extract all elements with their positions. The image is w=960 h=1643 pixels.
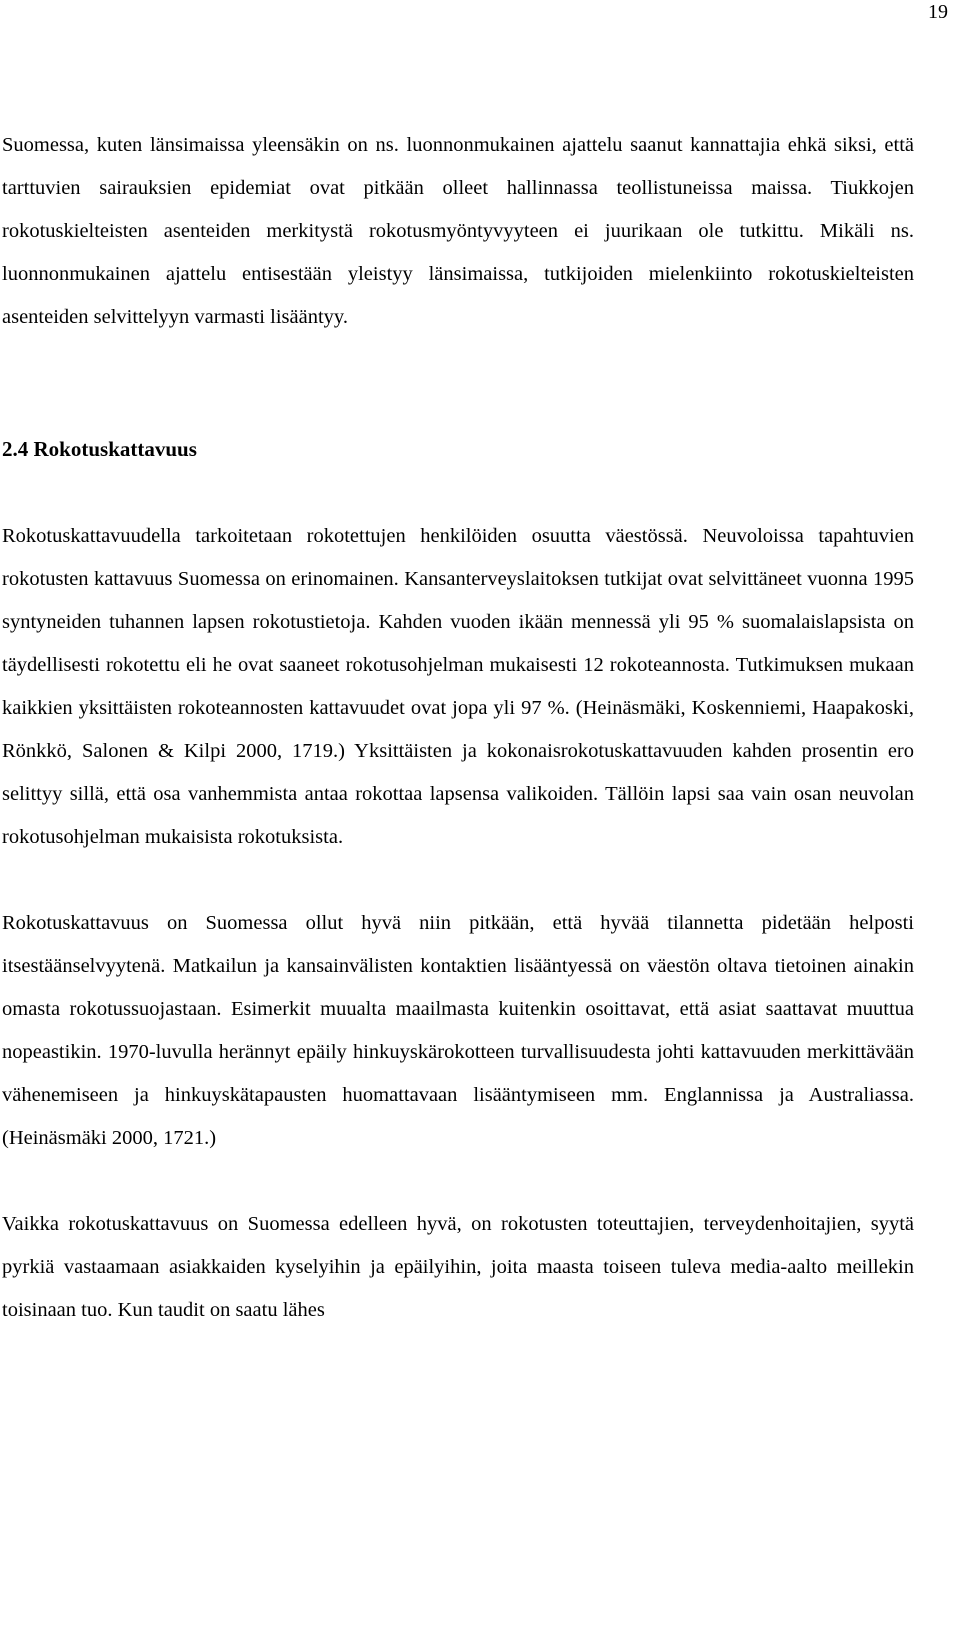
section-paragraph-1: Rokotuskattavuudella tarkoitetaan rokotettujen henkilöiden osuutta väestössä. Neuvoloissa tapahtuvien rokotusten kattavuus Suomessa on erinomainen. Kansanterveyslaitoksen tutkijat ovat selvittäneet vuonna 1995 syntyneiden tuhannen lapsen rokotustietoja. Kahden vuoden ikään mennessä yli 95 % suomalaislapsista on täydellisesti rokotettu eli he ovat saaneet rokotusohjelman mukaisesti 12 rokoteannosta. Tutkimuksen mukaan kaikkien yksittäisten rokoteannosten kattavuudet ovat jopa yli 97 %. (Heinäsmäki, Koskenniemi, Haapakoski, Rönkkö, Salonen & Kilpi 2000, 1719.) Yksittäisten ja kokonaisrokotuskattavuuden kahden prosentin ero selittyy sillä, että osa vanhemmista antaa rokottaa lapsensa valikoiden. Tällöin lapsi saa vain osan neuvolan rokotusohjelman mukaisista rokotuksista. (2, 525, 914, 848)
intro-paragraph: Suomessa, kuten länsimaissa yleensäkin on ns. luonnonmukainen ajattelu saanut kannattajia ehkä siksi, että tarttuvien sairauksien epidemiat ovat pitkään olleet hallinnassa teollistuneissa maissa. Tiukkojen rokotuskielteisten asenteiden merkitystä rokotusmyöntyvyyteen ei juurikaan ole tutkittu. Mikäli ns. luonnonmukainen ajattelu entisestään yleistyy länsimaissa, tutkijoiden mielenkiinto rokotuskielteisten asenteiden selvittelyyn varmasti lisääntyy. (2, 134, 914, 328)
section-paragraph-2: Rokotuskattavuus on Suomessa ollut hyvä niin pitkään, että hyvää tilannetta pidetään helposti itsestäänselvyytenä. Matkailun ja kansainvälisten kontaktien lisääntyessä on väestön oltava tietoinen ainakin omasta rokotussuojastaan. Esimerkit muualta maailmasta kuitenkin osoittavat, että asiat saattavat muuttua nopeastikin. 1970-luvulla herännyt epäily hinkuyskärokotteen turvallisuudesta johti kattavuuden merkittävään vähenemiseen ja hinkuyskätapausten huomattavaan lisääntymiseen mm. Englannissa ja Australiassa. (Heinäsmäki 2000, 1721.) (2, 912, 914, 1149)
spacer (2, 1160, 914, 1203)
page-number: 19 (928, 1, 948, 23)
page-content (2, 124, 914, 1332)
spacer (2, 859, 914, 902)
spacer (2, 339, 914, 428)
spacer (2, 471, 914, 515)
section-heading: 2.4 Rokotuskattavuus (2, 437, 197, 461)
section-paragraph-3: Vaikka rokotuskattavuus on Suomessa edelleen hyvä, on rokotusten toteuttajien, terveydenhoitajien, syytä pyrkiä vastaamaan asiakkaiden kyselyihin ja epäilyihin, joita maasta toiseen tuleva media-aalto meillekin toisinaan tuo. Kun taudit on saatu lähes (2, 1213, 914, 1321)
